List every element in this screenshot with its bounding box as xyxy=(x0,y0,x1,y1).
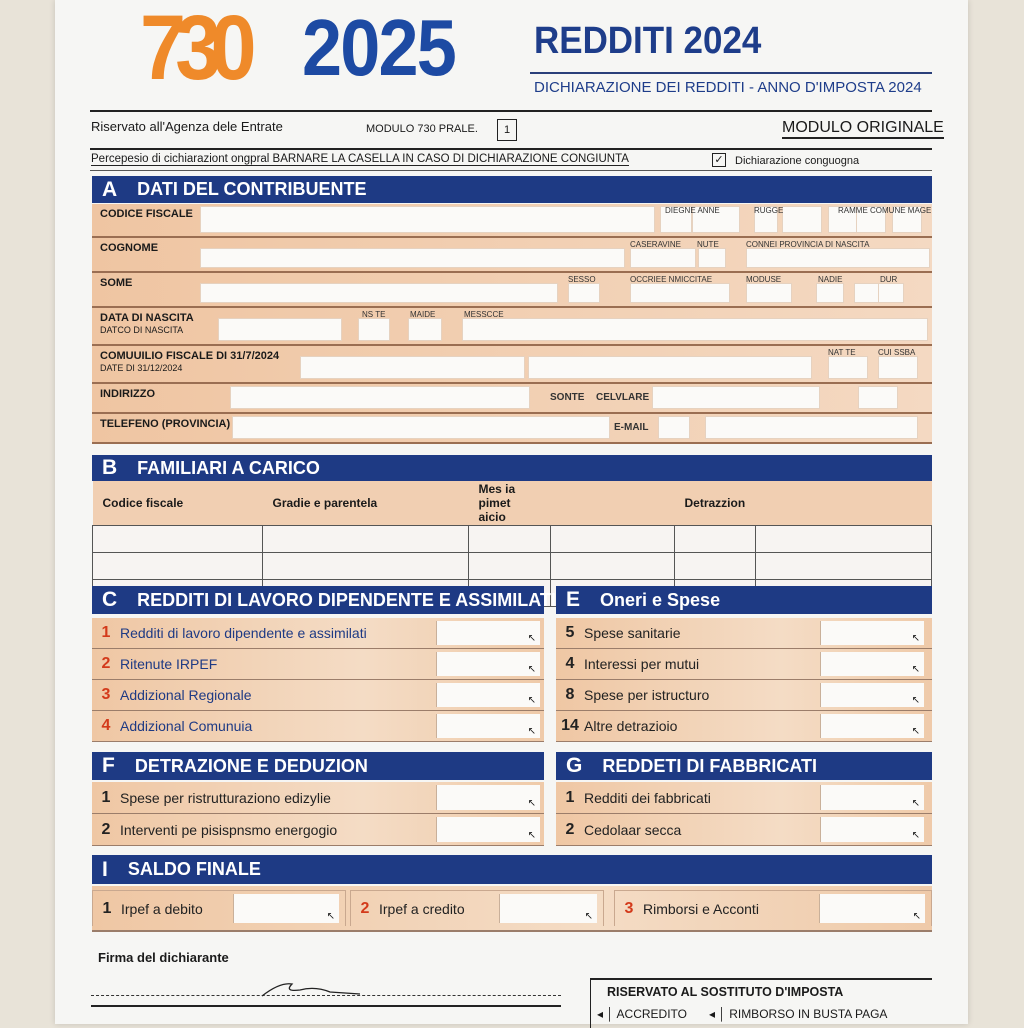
form-line xyxy=(92,618,544,649)
amount-input[interactable] xyxy=(820,621,924,645)
table-cell[interactable] xyxy=(675,526,756,553)
modulo-number-box[interactable]: 1 xyxy=(497,119,517,141)
taxpayer-row xyxy=(92,273,932,308)
field-label: COGNOME xyxy=(100,242,159,254)
field-sublabel: E-MAIL xyxy=(614,422,649,433)
column-header: Mes ia pimet aicio xyxy=(469,481,551,526)
line-label: Irpef a credito xyxy=(379,900,465,917)
line-label: Altre detrazioio xyxy=(584,718,678,734)
cursor-icon: ↖ xyxy=(911,695,920,706)
cursor-icon: ↖ xyxy=(527,633,536,644)
section-title: DATI DEL CONTRIBUENTE xyxy=(137,179,367,199)
accredito-option[interactable]: ◂ │ ACCREDITO xyxy=(597,1007,687,1021)
input-field[interactable] xyxy=(568,283,600,303)
section-g-header xyxy=(556,752,932,780)
line-number: 14 xyxy=(561,717,579,734)
input-field[interactable] xyxy=(698,248,726,268)
logo-730: 730 xyxy=(140,0,246,99)
input-field[interactable] xyxy=(828,356,868,379)
field-sublabel: MODUSE xyxy=(746,275,782,284)
line-label: Redditi di lavoro dipendente e assimilati xyxy=(120,625,367,641)
cursor-icon: ↖ xyxy=(527,830,536,841)
input-field[interactable] xyxy=(630,283,730,303)
table-cell[interactable] xyxy=(263,553,469,580)
line-label: Ritenute IRPEF xyxy=(120,656,218,672)
line-label: Interessi per mutui xyxy=(584,656,700,672)
amount-input[interactable] xyxy=(820,817,924,842)
taxpayer-row xyxy=(92,204,932,238)
line-number: 3 xyxy=(624,899,634,917)
section-body xyxy=(92,782,544,846)
field-sublabel: SESSO xyxy=(568,275,596,284)
balance-item xyxy=(614,890,932,926)
section-body xyxy=(92,618,544,742)
section-body xyxy=(92,886,932,932)
section-i-header xyxy=(92,855,932,884)
joint-declaration-checkbox[interactable]: ✓ xyxy=(712,153,726,167)
amount-input[interactable] xyxy=(436,785,540,810)
section-letter: A xyxy=(102,177,118,201)
input-field[interactable] xyxy=(746,283,792,303)
section-body xyxy=(556,618,932,742)
amount-input[interactable] xyxy=(820,714,924,738)
amount-input[interactable] xyxy=(436,652,540,676)
divider xyxy=(90,148,932,150)
divider xyxy=(90,170,932,171)
table-row xyxy=(93,553,932,580)
field-sublabel: DUR xyxy=(880,275,898,284)
field-sublabel: CASERAVINE xyxy=(630,240,681,249)
cursor-icon: ↖ xyxy=(527,664,536,675)
input-field[interactable] xyxy=(746,248,930,268)
form-line xyxy=(92,680,544,711)
line-label: Addizional Regionale xyxy=(120,687,252,703)
reserved-agency-label: Riservato all'Agenza dele Entrate xyxy=(91,119,283,134)
form-line xyxy=(556,711,932,742)
input-field[interactable] xyxy=(408,318,442,341)
cursor-icon: ↖ xyxy=(911,664,920,675)
taxpayer-row xyxy=(92,308,932,346)
section-b-header xyxy=(92,455,932,481)
amount-input[interactable] xyxy=(820,683,924,707)
line-label: Irpef a debito xyxy=(121,900,203,917)
line-number: 1 xyxy=(102,899,112,917)
section-letter: I xyxy=(102,857,108,881)
form-line xyxy=(556,814,932,846)
field-sublabel: NS TE xyxy=(362,310,386,319)
field-sublabel: OCCRIEE NMICCITAE xyxy=(630,275,713,284)
taxpayer-row xyxy=(92,414,932,444)
cursor-icon: ↖ xyxy=(911,726,920,737)
input-field[interactable] xyxy=(462,318,928,341)
cursor-icon: ↖ xyxy=(911,633,920,644)
line-number: 5 xyxy=(565,624,575,641)
section-letter: B xyxy=(102,456,118,479)
column-header: Detrazzion xyxy=(675,481,756,526)
balance-item xyxy=(350,890,604,926)
input-field[interactable] xyxy=(528,356,812,379)
cursor-icon: ↖ xyxy=(912,911,921,922)
amount-input[interactable] xyxy=(820,785,924,810)
line-number: 2 xyxy=(101,820,111,838)
field-sublabel: NADIE xyxy=(818,275,843,284)
line-label: Spese sanitarie xyxy=(584,625,681,641)
signature-label: Firma del dichiarante xyxy=(98,950,229,965)
section-title: SALDO FINALE xyxy=(127,859,261,879)
amount-input[interactable] xyxy=(436,683,540,707)
table-cell[interactable] xyxy=(675,553,756,580)
field-label: TELEFENO (PROVINCIA) xyxy=(100,418,231,430)
section-title: REDDITI DI LAVORO DIPENDENTE E ASSIMILATI xyxy=(137,589,556,610)
divider xyxy=(530,72,932,74)
input-field[interactable] xyxy=(218,318,342,341)
line-label: Addizional Comunuia xyxy=(120,718,253,734)
section-c-header xyxy=(92,586,556,614)
line-number: 2 xyxy=(565,820,575,838)
input-field[interactable] xyxy=(878,356,918,379)
logo-year: 2025 xyxy=(302,3,455,92)
field-sublabel: CELVLARE xyxy=(596,392,650,403)
sostituto-box xyxy=(590,978,932,1028)
input-field[interactable] xyxy=(200,248,625,268)
form-line xyxy=(556,782,932,814)
section-title: Oneri e Spese xyxy=(600,589,721,610)
line-number: 8 xyxy=(565,686,575,703)
form-line xyxy=(556,618,932,649)
field-sublabel: CONNEI PROVINCIA DI NASCITA xyxy=(746,240,870,249)
field-sublabel: MAIDE xyxy=(410,310,436,319)
cursor-icon: ↖ xyxy=(527,798,536,809)
field-sublabel: RAMME COMUNE MAGE xyxy=(838,206,932,215)
input-field[interactable] xyxy=(200,206,655,233)
field-label: DATA DI NASCITA xyxy=(100,312,194,324)
section-letter: E xyxy=(566,588,581,611)
column-header: Gradie e parentela xyxy=(263,481,469,526)
rimborso-option[interactable]: ◂ │ RIMBORSO IN BUSTA PAGA xyxy=(708,1007,888,1021)
section-letter: F xyxy=(102,754,115,777)
taxpayer-row xyxy=(92,346,932,384)
table-cell[interactable] xyxy=(551,526,675,553)
amount-input[interactable] xyxy=(819,894,925,923)
form-line xyxy=(92,711,544,742)
cursor-icon: ↖ xyxy=(911,798,920,809)
taxpayer-row xyxy=(92,238,932,273)
form-title: REDDITI 2024 xyxy=(534,20,762,62)
form-line xyxy=(92,782,544,814)
balance-item xyxy=(92,890,346,926)
column-header: Codice fiscale xyxy=(93,481,263,526)
input-field[interactable] xyxy=(200,283,558,303)
cursor-icon: ↖ xyxy=(584,911,593,922)
section-f-header xyxy=(92,752,544,780)
amount-input[interactable] xyxy=(820,652,924,676)
field-sublabel: DIEGNE ANNE xyxy=(665,206,720,215)
section-e-header xyxy=(556,586,932,614)
section-a-header xyxy=(92,176,932,203)
divider xyxy=(91,1005,561,1007)
field-label: SOME xyxy=(100,277,133,289)
column-header xyxy=(551,481,675,526)
sostituto-options xyxy=(597,1007,887,1021)
line-label: Spese per istructuro xyxy=(584,687,710,703)
divider xyxy=(90,110,932,112)
input-field[interactable] xyxy=(816,283,844,303)
input-field[interactable] xyxy=(878,283,904,303)
field-sublabel: CUI SSBA xyxy=(878,348,916,357)
form-line xyxy=(556,649,932,680)
field-sublabel: DATCO DI NASCITA xyxy=(100,325,184,335)
line-number: 4 xyxy=(565,655,575,672)
section-title: DETRAZIONE E DEDUZION xyxy=(134,755,368,776)
cursor-icon: ↖ xyxy=(911,830,920,841)
amount-input[interactable] xyxy=(436,714,540,738)
line-number: 4 xyxy=(101,717,111,734)
table-cell[interactable] xyxy=(469,553,551,580)
modulo-label: MODULO 730 PRALE. xyxy=(366,123,478,135)
field-label: INDIRIZZO xyxy=(100,388,155,400)
section-letter: C xyxy=(102,588,118,611)
section-title: REDDETI DI FABBRICATI xyxy=(602,755,818,776)
amount-input[interactable] xyxy=(499,894,597,923)
line-label: Spese per ristrutturaziono edizylie xyxy=(120,789,331,806)
taxpayer-row xyxy=(92,384,932,414)
line-label: Interventi pe pisispnsmo energogio xyxy=(120,821,338,838)
section-letter: G xyxy=(566,754,583,777)
table-cell[interactable] xyxy=(755,526,931,553)
table-cell[interactable] xyxy=(263,526,469,553)
form-line xyxy=(92,814,544,846)
table-cell[interactable] xyxy=(551,553,675,580)
cursor-icon: ↖ xyxy=(326,911,335,922)
amount-input[interactable] xyxy=(436,817,540,842)
column-header xyxy=(755,481,931,526)
input-field[interactable] xyxy=(358,318,390,341)
joint-declaration-instruction: Percepesio di cichiaraziont ongpral BARNARE LA CASELLA IN CASO DI DICHIARAZIONE CONGIUNTA xyxy=(91,153,629,165)
table-cell[interactable] xyxy=(755,553,931,580)
field-sublabel: DATE DI 31/12/2024 xyxy=(100,363,183,373)
option-label: RIMBORSO IN BUSTA PAGA xyxy=(729,1007,888,1021)
input-field[interactable] xyxy=(782,206,822,233)
input-field[interactable] xyxy=(858,386,898,409)
table-row xyxy=(93,526,932,553)
line-number: 1 xyxy=(565,788,575,806)
field-sublabel: RUGGE xyxy=(754,206,784,215)
line-number: 2 xyxy=(101,655,111,672)
line-label: Rimborsi e Acconti xyxy=(643,900,759,917)
field-label: CODICE FISCALE xyxy=(100,208,193,220)
amount-input[interactable] xyxy=(436,621,540,645)
amount-input[interactable] xyxy=(233,894,339,923)
section-title: FAMILIARI A CARICO xyxy=(137,457,320,478)
line-number: 1 xyxy=(101,788,111,806)
input-field[interactable] xyxy=(300,356,525,379)
table-cell[interactable] xyxy=(93,526,263,553)
sostituto-title: RISERVATO AL SOSTITUTO D'IMPOSTA xyxy=(607,985,844,999)
input-field[interactable] xyxy=(232,416,610,439)
input-field[interactable] xyxy=(658,416,690,439)
line-label: Redditi dei fabbricati xyxy=(584,789,711,806)
input-field[interactable] xyxy=(230,386,530,409)
input-field[interactable] xyxy=(652,386,820,409)
signature-scribble-icon xyxy=(260,980,370,1000)
form-subtitle: DICHIARAZIONE DEI REDDITI - ANNO D'IMPOSTA 2024 xyxy=(534,79,922,96)
field-sublabel: MESSCCE xyxy=(464,310,504,319)
line-number: 1 xyxy=(101,624,111,641)
input-field[interactable] xyxy=(705,416,918,439)
line-label: Cedolaar secca xyxy=(584,821,682,838)
field-sublabel: NUTE xyxy=(697,240,719,249)
field-label: COMUUILIO FISCALE DI 31/7/2024 xyxy=(100,350,280,362)
cursor-icon: ↖ xyxy=(527,695,536,706)
cursor-icon: ↖ xyxy=(527,726,536,737)
option-label: ACCREDITO xyxy=(616,1007,687,1021)
original-label: MODULO ORIGINALE xyxy=(782,119,944,139)
form-line xyxy=(92,649,544,680)
line-number: 2 xyxy=(360,899,370,917)
table-cell[interactable] xyxy=(469,526,551,553)
input-field[interactable] xyxy=(630,248,696,268)
table-cell[interactable] xyxy=(93,553,263,580)
line-number: 3 xyxy=(101,686,111,703)
field-sublabel: NAT TE xyxy=(828,348,856,357)
form-line xyxy=(556,680,932,711)
section-body xyxy=(556,782,932,846)
field-sublabel: SONTE xyxy=(550,392,585,403)
joint-declaration-label: Dichiarazione conguogna xyxy=(735,155,860,167)
